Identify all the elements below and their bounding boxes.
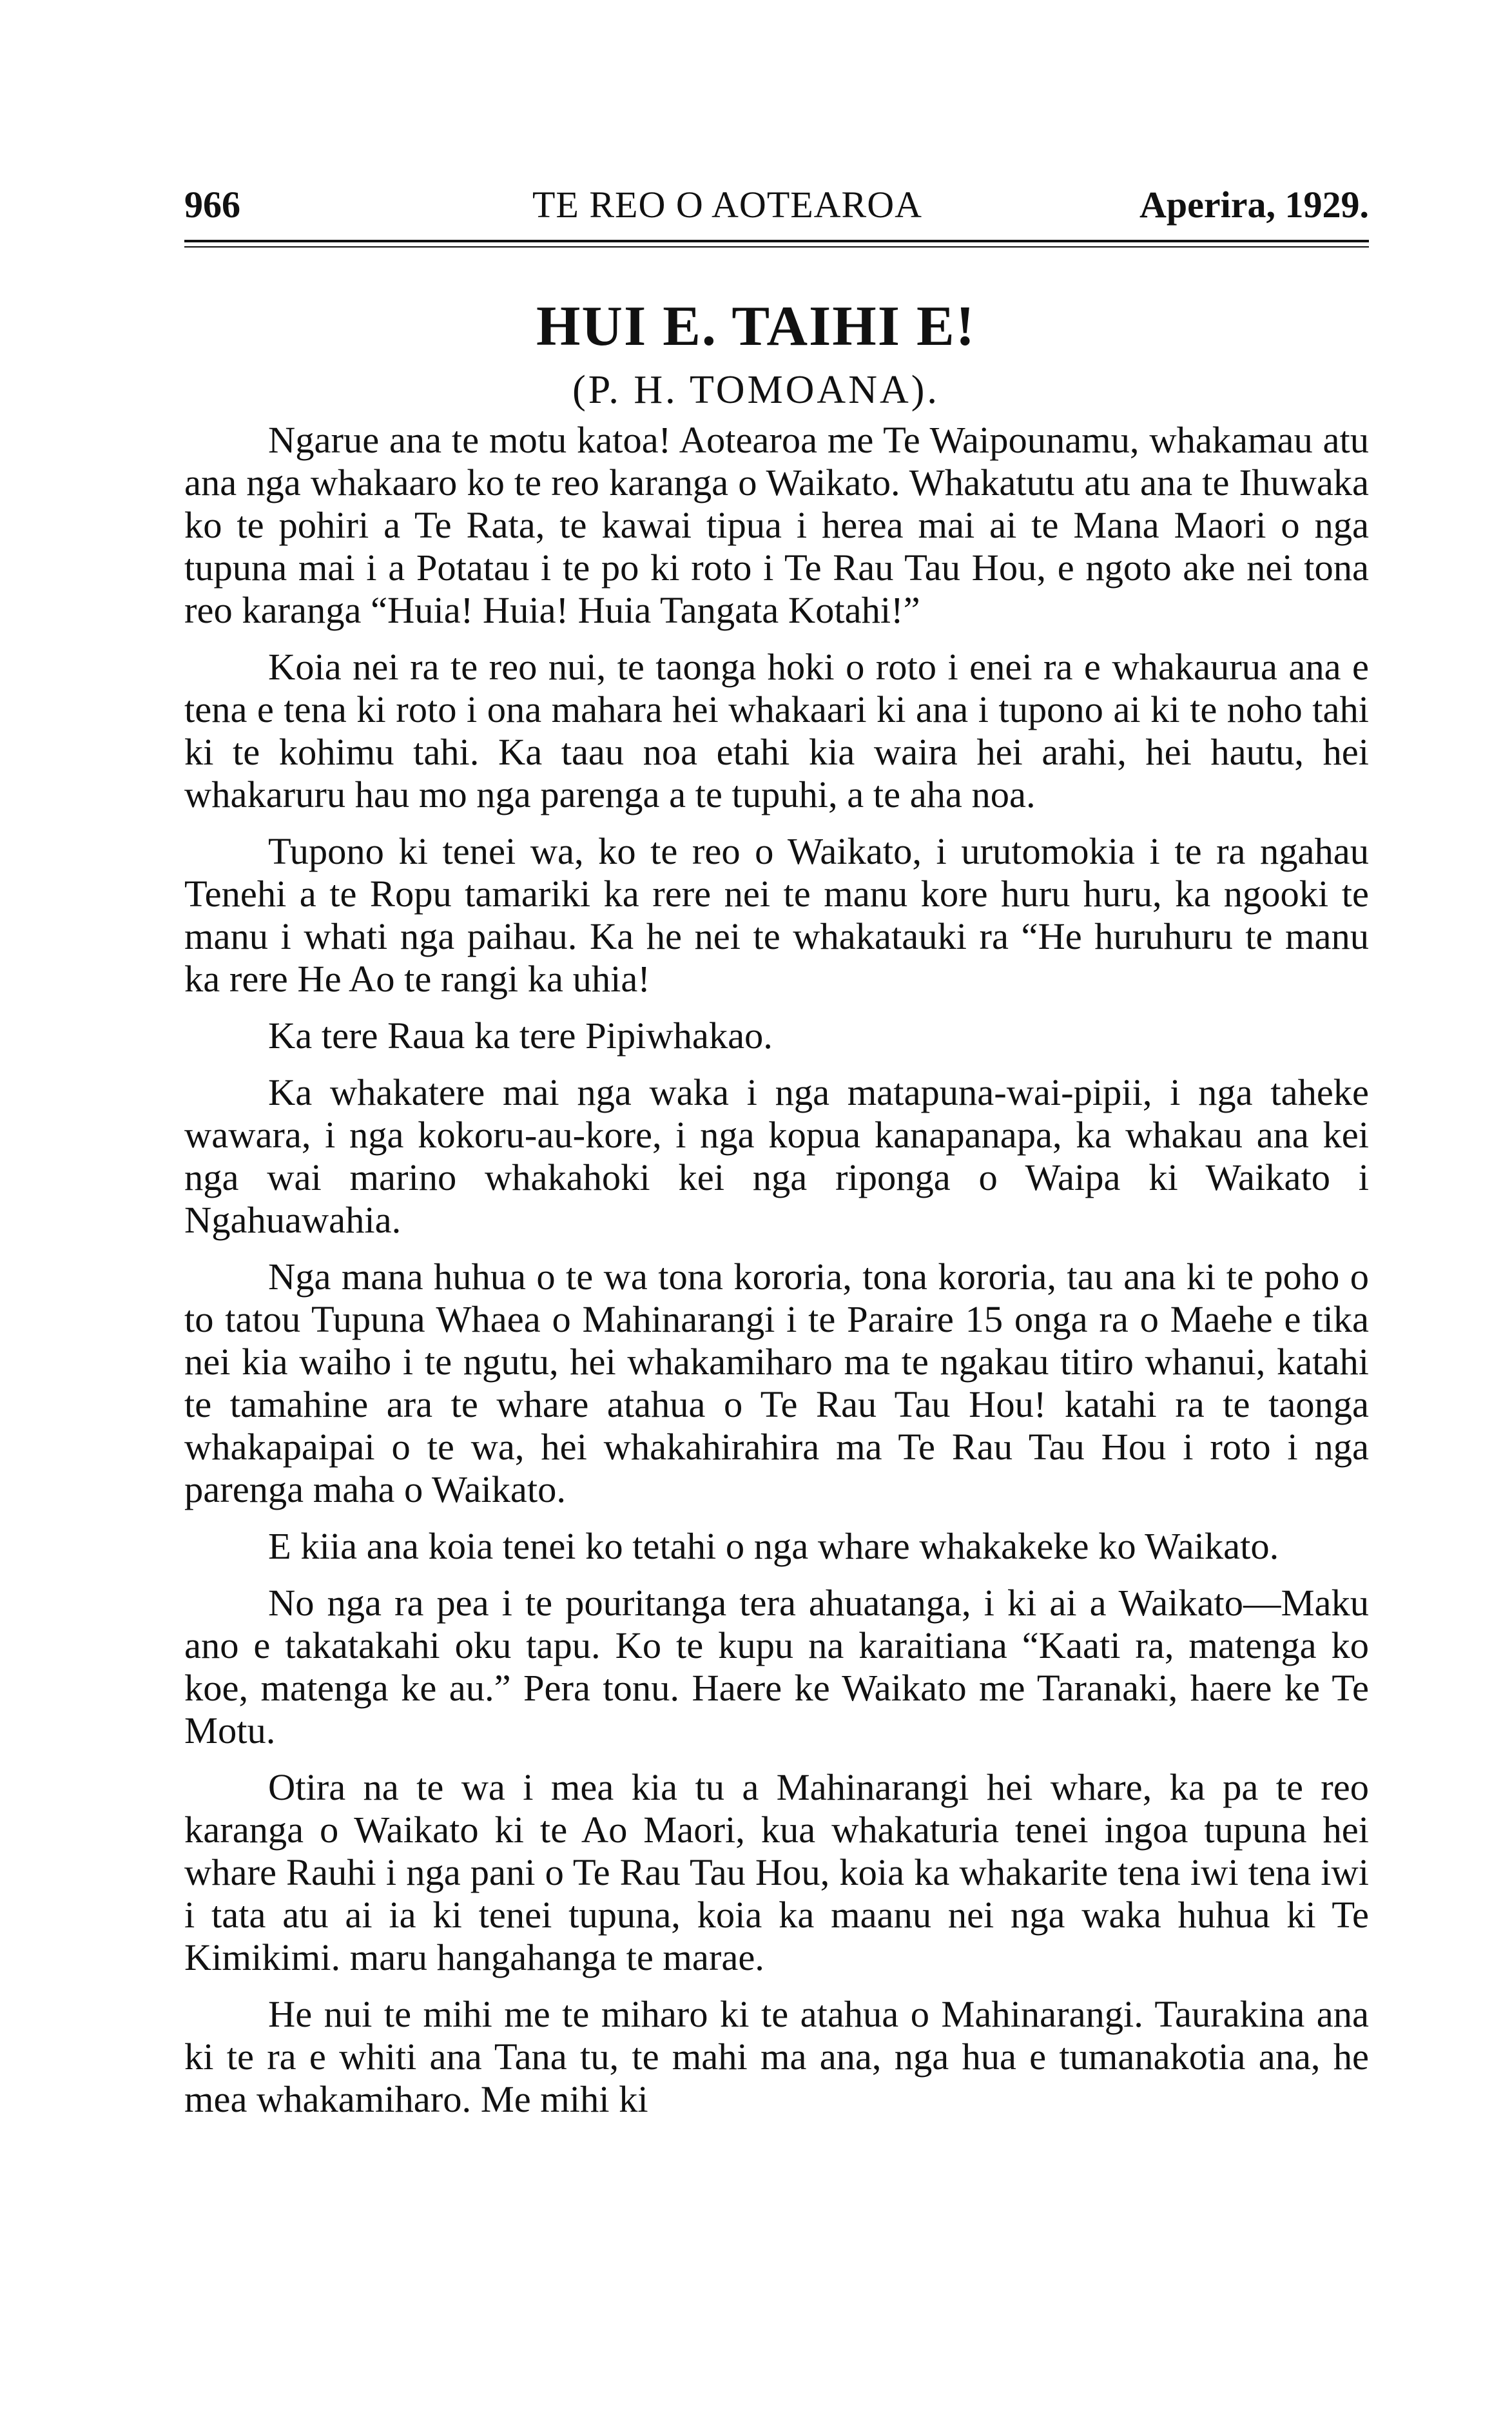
running-head [184,179,1369,231]
paragraph: Ngarue ana te motu katoa! Aotearoa me Te Waipounamu, whakamau atu ana nga whakaaro ko te reo karanga o Waikato. Whakatutu atu ana te Ihuwaka ko te pohiri a Te Rata, te kawai tipua i herea mai ai te Mana Maori o nga tupuna mai i a Potatau i te po ki roto i Te Rau Tau Hou, e ngoto ake nei tona reo karanga “Huia! Huia! Huia Tangata Kotahi!” [184,419,1369,631]
journal-title: TE REO O AOTEAROA [532,184,923,226]
paragraph: Ka tere Raua ka tere Pipiwhakao. [268,1015,773,1057]
header-rule-thick [184,240,1369,242]
page-number: 966 [184,184,240,226]
article-author: (P. H. TOMOANA). [572,368,940,412]
paragraph: Otira na te wa i mea kia tu a Mahinarangi hei whare, ka pa te reo karanga o Waikato ki te Ao Maori, kua whakaturia tenei ingoa tupuna hei whare Rauhi i nga pani o Te Rau Tau Hou, koia ka whakarite tena iwi tena iwi i tata atu ai ia ki tenei tupuna, koia ka maanu nei nga waka huhua ki Te Kimikimi. maru hangahanga te marae. [184,1766,1369,1978]
article-title: HUI E. TAIHI E! [536,295,976,358]
paragraph: E kiia ana koia tenei ko tetahi o nga whare whakakeke ko Waikato. [268,1525,1279,1567]
paragraph: Ka whakatere mai nga waka i nga matapuna-wai-pipii, i nga taheke wawara, i nga kokoru-au-kore, i nga kopua kanapanapa, ka whakau ana kei nga wai marino whakahoki kei nga riponga o Waipa ki Waikato i Ngahuawahia. [184,1071,1369,1241]
paragraph: Tupono ki tenei wa, ko te reo o Waikato, i urutomokia i te ra ngahau Tenehi a te Ropu tamariki ka rere nei te manu kore huru huru, ka ngooki te manu i whati nga paihau. Ka he nei te whakatauki ra “He huruhuru te manu ka rere He Ao te rangi ka uhia! [184,830,1369,1000]
paragraph: No nga ra pea i te pouritanga tera ahuatanga, i ki ai a Waikato—Maku ano e takatakahi oku tapu. Ko te kupu na karaitiana “Kaati ra, matenga ko koe, matenga ke au.” Pera tonu. Haere ke Waikato me Taranaki, haere ke Te Motu. [184,1582,1369,1751]
issue-date: Aperira, 1929. [1139,184,1369,226]
article-body [184,419,1369,2135]
header-rule-thin [184,246,1369,248]
paragraph: He nui te mihi me te miharo ki te atahua o Mahinarangi. Taurakina ana ki te ra e whiti ana Tana tu, te mahi ma ana, nga hua e tumanakotia ana, he mea whakamiharo. Me mihi ki [184,1993,1369,2120]
paragraph: Koia nei ra te reo nui, te taonga hoki o roto i enei ra e whakaurua ana e tena e tena ki roto i ona mahara hei whakaari ki ana i tupono ai ki te noho tahi ki te kohimu tahi. Ka taau noa etahi kia waira hei arahi, hei hautu, hei whakaruru hau mo nga parenga a te tupuhi, a te aha noa. [184,646,1369,815]
paragraph: Nga mana huhua o te wa tona kororia, tona kororia, tau ana ki te poho o to tatou Tupuna Whaea o Mahinarangi i te Paraire 15 onga ra o Maehe e tika nei kia waiho i te ngutu, hei whakamiharo ma te ngakau titiro whanui, katahi te tamahine ara te whare atahua o Te Rau Tau Hou! katahi ra te taonga whakapaipai o te wa, hei whakahirahira ma Te Rau Tau Hou i roto i nga parenga maha o Waikato. [184,1256,1369,1510]
